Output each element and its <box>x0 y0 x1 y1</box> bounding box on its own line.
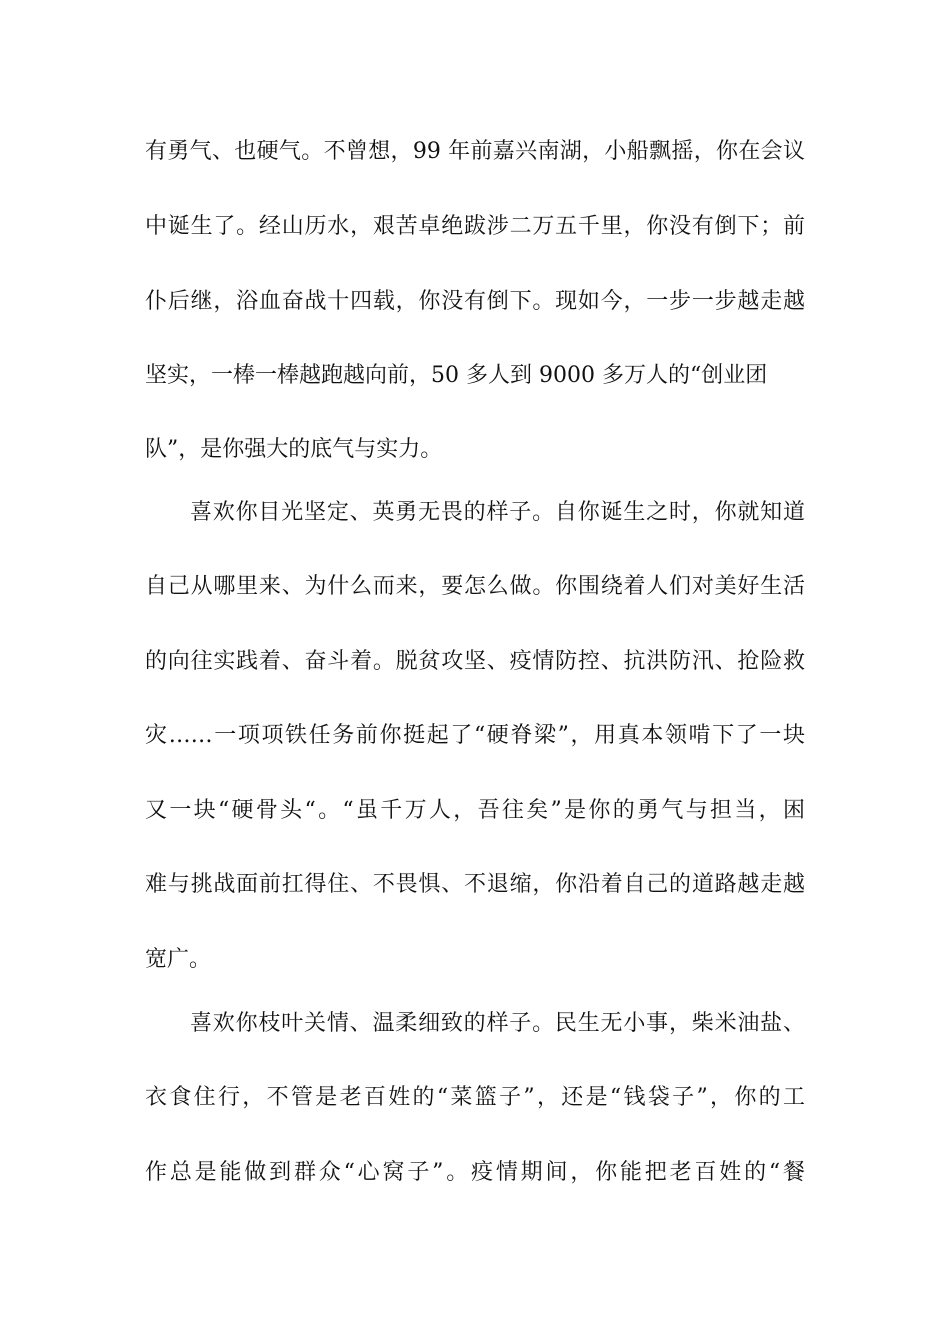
text-line-2: 中诞生了。经山历水，艰苦卓绝跋涉二万五千里，你没有倒下；前 <box>145 214 805 239</box>
text-line-4: 坚实，一棒一棒越跑越向前，50 多人到 9000 多万人的“创业团 <box>145 363 768 388</box>
paragraph-3-line-3: 作总是能做到群众“心窝子”。疫情期间，你能把老百姓的“餐 <box>145 1160 805 1185</box>
paragraph-2-line-7: 宽广。 <box>145 947 212 972</box>
paragraph-3-line-1: 喜欢你枝叶关情、温柔细致的样子。民生无小事，柴米油盐、 <box>190 1011 805 1036</box>
paragraph-2-line-3: 的向往实践着、奋斗着。脱贫攻坚、疫情防控、抗洪防汛、抢险救 <box>145 649 805 674</box>
paragraph-2-line-1: 喜欢你目光坚定、英勇无畏的样子。自你诞生之时，你就知道 <box>190 500 805 525</box>
text-line-5: 队”，是你强大的底气与实力。 <box>145 437 443 462</box>
text-line-1: 有勇气、也硬气。不曾想，99 年前嘉兴南湖，小船飘摇，你在会议 <box>145 139 805 164</box>
paragraph-2-line-4: 灾……一项项铁任务前你挺起了“硬脊梁”，用真本领啃下了一块 <box>145 723 805 748</box>
paragraph-2-line-5: 又一块“硬骨头“。“虽千万人，吾往矣”是你的勇气与担当，困 <box>145 798 805 823</box>
text-line-3: 仆后继，浴血奋战十四载，你没有倒下。现如今，一步一步越走越 <box>145 289 805 314</box>
paragraph-2-line-6: 难与挑战面前扛得住、不畏惧、不退缩，你沿着自己的道路越走越 <box>145 872 805 897</box>
paragraph-2-line-2: 自己从哪里来、为什么而来，要怎么做。你围绕着人们对美好生活 <box>145 574 805 599</box>
paragraph-3-line-2: 衣食住行，不管是老百姓的“菜篮子”，还是“钱袋子”，你的工 <box>145 1085 805 1110</box>
